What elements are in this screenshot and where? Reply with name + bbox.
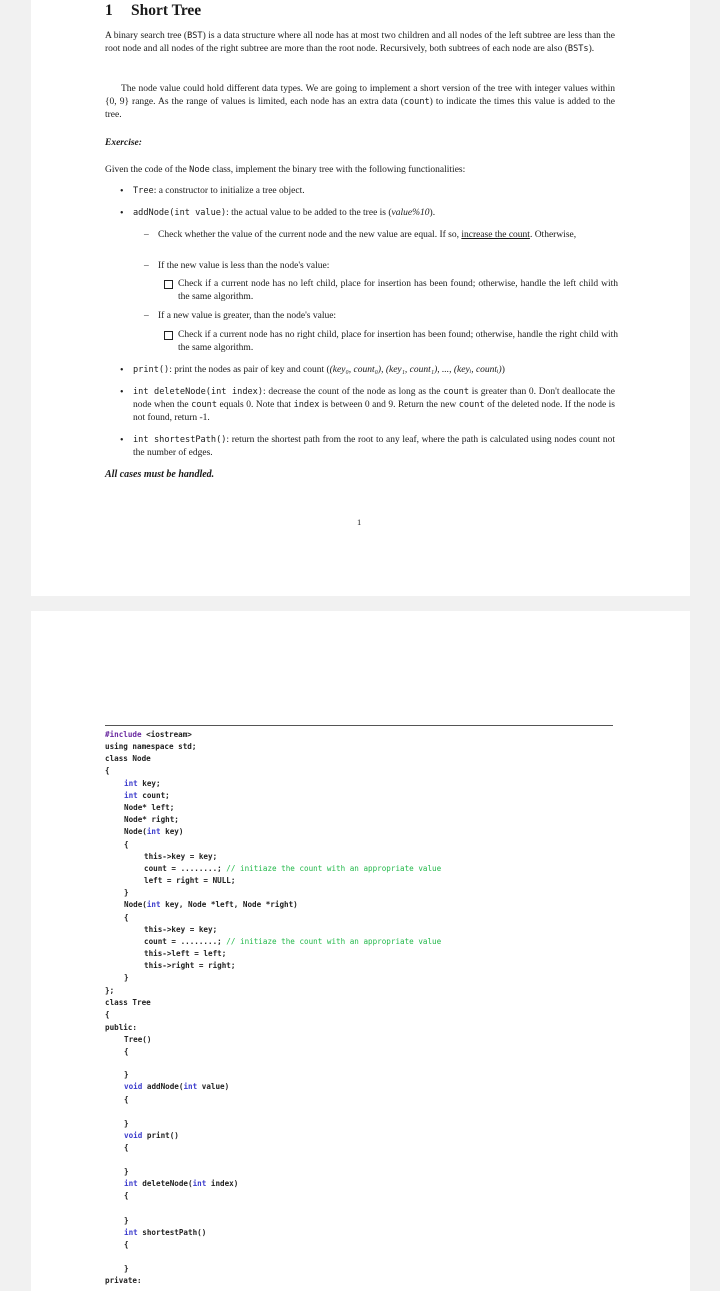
square-bullet-icon	[164, 331, 173, 340]
code-line: }	[124, 1167, 129, 1176]
code-line: left = right = NULL;	[144, 876, 236, 885]
section-title-text: Short Tree	[131, 2, 202, 19]
code-line: count = ........; // initiaze the count with an appropriate value	[144, 864, 442, 873]
intro-paragraph: A binary search tree (BST) is a data structure where all node has at most two children and all nodes of the left subtree are less than the root node and all nodes of the right subtree are more than the root node. Recursively, both subtrees of each node are also (BSTs).	[105, 31, 615, 54]
dash-marker: –	[144, 261, 149, 271]
code-line: {	[124, 840, 129, 849]
code-line: }	[124, 1264, 129, 1273]
code-line: Node* left;	[124, 803, 175, 812]
code-line: this->left = left;	[144, 949, 227, 958]
code-line: {	[105, 766, 110, 775]
subsub-left-check: Check if a current node has no left child, place for insertion has been found; otherwise, handle the left child with the same algorithm.	[164, 278, 618, 304]
code-line: count = ........; // initiaze the count with an appropriate value	[144, 937, 442, 946]
code-line: Tree()	[124, 1035, 152, 1044]
code-line: Node(int key, Node *left, Node *right)	[124, 900, 298, 909]
section-title	[105, 2, 201, 20]
bullet-icon: •	[120, 365, 124, 376]
code-line: int deleteNode(int index)	[124, 1179, 239, 1188]
code-line: Node* right;	[124, 815, 179, 824]
dash-marker: –	[144, 311, 149, 321]
code-line: Node(int key)	[124, 827, 184, 836]
given-paragraph: Given the code of the Node class, implement the binary tree with the following functionalities:	[105, 165, 466, 175]
bullet-print: • print(): print the nodes as pair of key and count ((key₀, count₀), (key₁, count₁), ..., (keyᵢ, countᵢ))	[120, 365, 505, 376]
code-line: class Tree	[105, 998, 151, 1007]
bullet-delete: • int deleteNode(int index): decrease the count of the node as long as the count is greater than 0. Don't deallocate the node when the count equals 0. Note that index is between 0 and 9. Return the new count of the deleted node. If the node is not found, return -1.	[120, 387, 616, 423]
bullet-icon: •	[120, 208, 124, 219]
code-line: public:	[105, 1023, 138, 1032]
dash-marker: –	[144, 230, 149, 240]
page-2	[31, 611, 690, 1291]
square-bullet-icon	[164, 280, 173, 289]
code-line: {	[124, 1143, 129, 1152]
bullet-shortest: • int shortestPath(): return the shortest path from the root to any leaf, where the path is calculated using nodes count not the number of edges.	[120, 435, 615, 458]
code-line: #include <iostream>	[105, 730, 192, 739]
sub-less: – If the new value is less than the node's value:	[144, 261, 330, 271]
code-line: class Node	[105, 754, 151, 763]
node-value-paragraph: The node value could hold different data types. We are going to implement a short version of the tree with integer values within {0, 9} range. As the range of values is limited, each node has an extra data (count) to indicate the times this value is added to the tree.	[105, 84, 615, 120]
code-line: };	[105, 986, 115, 995]
subsub-right-check: Check if a current node has no right child, place for insertion has been found; otherwise, handle the right child with the same algorithm.	[164, 329, 618, 355]
code-line: {	[124, 1095, 129, 1104]
increase-count-link: increase the count	[461, 230, 530, 240]
section-number: 1	[105, 2, 113, 19]
bullet-addnode: • addNode(int value): the actual value to be added to the tree is (value%10).	[120, 208, 436, 219]
code-line: int count;	[124, 791, 170, 800]
exercise-heading: Exercise:	[105, 138, 142, 148]
page-number: 1	[357, 517, 362, 527]
page-1	[31, 0, 690, 596]
code-line: int key;	[124, 779, 161, 788]
code-line: }	[124, 888, 129, 897]
code-top-rule	[105, 725, 613, 726]
code-line: private:	[105, 1276, 142, 1285]
code-line: this->key = key;	[144, 925, 218, 934]
code-line: using namespace std;	[105, 742, 197, 751]
sub-greater: – If a new value is greater, than the node's value:	[144, 311, 337, 321]
code-line: void addNode(int value)	[124, 1082, 230, 1091]
code-line: }	[124, 973, 129, 982]
code-line: int shortestPath()	[124, 1228, 207, 1237]
code-line: }	[124, 1070, 129, 1079]
code-line: }	[124, 1119, 129, 1128]
sub-check-equal: – Check whether the value of the current node and the new value are equal. If so, increase the count. Otherwise,	[144, 230, 577, 240]
bullet-icon: •	[120, 186, 124, 197]
code-line: {	[124, 1047, 129, 1056]
bullet-icon: •	[120, 387, 124, 398]
code-line: }	[124, 1216, 129, 1225]
all-cases-note: All cases must be handled.	[105, 469, 215, 480]
code-line: {	[124, 1240, 129, 1249]
code-line: {	[124, 1191, 129, 1200]
code-line: this->key = key;	[144, 852, 218, 861]
bullet-tree: • Tree: a constructor to initialize a tree object.	[120, 186, 305, 197]
code-line: {	[124, 913, 129, 922]
code-line: void print()	[124, 1131, 179, 1140]
code-line: this->right = right;	[144, 961, 236, 970]
code-line: {	[105, 1010, 110, 1019]
bullet-icon: •	[120, 435, 124, 446]
